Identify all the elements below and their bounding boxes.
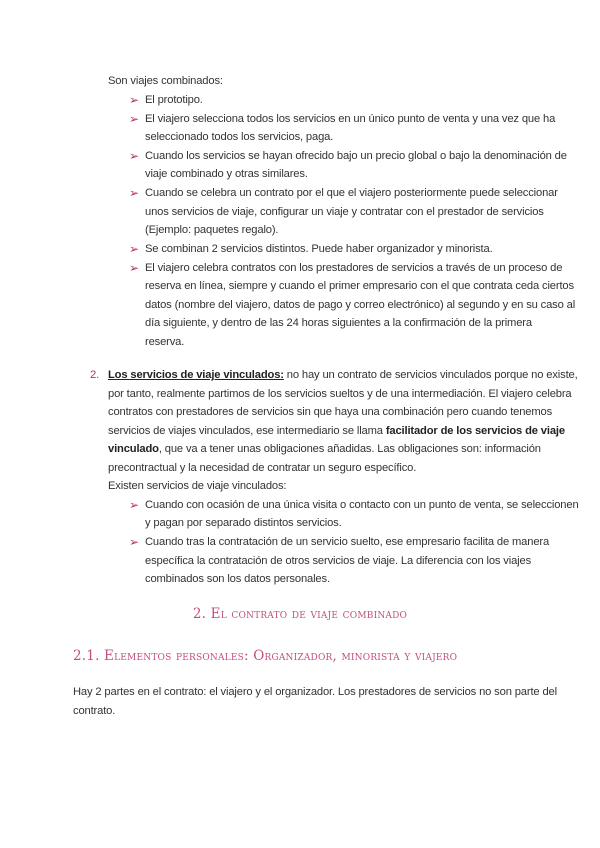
bullet-line: reserva en línea, siempre y cuando el primer empresario con el que contrata ceda ciertos (145, 280, 574, 292)
bullet-line: reserva. (145, 336, 185, 348)
bold-term: facilitador de los servicios de viaje (385, 425, 565, 437)
bullet-line: día siguiente, y dentro de las 24 horas siguientes a la confirmación de la primera (145, 317, 532, 329)
section2-line5-rest: , que va a tener unas obligaciones añadidas. Las obligaciones son: información (158, 443, 541, 455)
section2-line4-pre: servicios de viajes vinculados, ese intermediario se llama (108, 425, 386, 437)
section2-line1-rest: no hay un contrato de servicios vinculados porque no existe, (283, 369, 578, 381)
bullet-line: combinados son los datos personales. (145, 573, 330, 585)
bold-term: vinculado (108, 443, 159, 455)
section2-intro2: Existen servicios de viaje vinculados: (108, 480, 287, 492)
bullet-line: (Ejemplo: paquetes regalo). (145, 224, 279, 236)
section2-line6: precontractual y la necesidad de contratar un seguro específico. (108, 462, 417, 474)
bullet-line: datos (nombre del viajero, datos de pago y correo electrónico) al segundo y en su caso al (145, 299, 576, 311)
section2-line3: contratos con prestadores de servicios sin que haya una combinación pero cuando tenemos (108, 406, 553, 418)
arrow-bullet-icon: ➢ (129, 261, 139, 275)
bullet-line: Se combinan 2 servicios distintos. Puede haber organizador y minorista. (145, 243, 493, 255)
list-number: 2. (90, 369, 100, 381)
arrow-bullet-icon: ➢ (129, 93, 139, 107)
arrow-bullet-icon: ➢ (129, 535, 139, 549)
paragraph-line: Hay 2 partes en el contrato: el viajero y el organizador. Los prestadores de servicios no son parte del (73, 686, 557, 698)
subsection-heading: 2.1. Elementos personales: Organizador, minorista y viajero (73, 648, 458, 664)
section2-title: Los servicios de viaje vinculados: (108, 369, 284, 381)
section2-line2: por tanto, realmente partimos de los servicios sueltos y de una intermediación. El viajero celebra (108, 388, 572, 400)
section-heading: 2. El contrato de viaje combinado (192, 606, 408, 622)
section1-intro: Son viajes combinados: (108, 75, 223, 87)
bullet-line: El viajero celebra contratos con los prestadores de servicios a través de un proceso de (145, 262, 563, 274)
arrow-bullet-icon: ➢ (129, 149, 139, 163)
bullet-line: y pagan por separado distintos servicios. (145, 517, 342, 529)
arrow-bullet-icon: ➢ (129, 242, 139, 256)
section2-line1 (108, 366, 578, 385)
bullet-line: viaje combinado y otras similares. (145, 168, 308, 180)
section2-line4 (108, 422, 565, 441)
bullet-line: Cuando los servicios se hayan ofrecido bajo un precio global o bajo la denominación de (145, 150, 567, 162)
arrow-bullet-icon: ➢ (129, 498, 139, 512)
bullet-line: Cuando con ocasión de una única visita o contacto con un punto de venta, se seleccionen (145, 499, 579, 511)
bullet-line: Cuando se celebra un contrato por el que el viajero posteriormente puede seleccionar (145, 187, 558, 199)
paragraph-line: contrato. (73, 705, 116, 717)
arrow-bullet-icon: ➢ (129, 112, 139, 126)
section2-line5 (108, 440, 541, 459)
bullet-line: Cuando tras la contratación de un servicio suelto, ese empresario facilita de manera (145, 536, 550, 548)
bullet-line: unos servicios de viaje, configurar un viaje y contratar con el prestador de servicios (145, 206, 544, 218)
bullet-line: El prototipo. (145, 94, 203, 106)
bullet-line: El viajero selecciona todos los servicios en un único punto de venta y una vez que ha (145, 113, 556, 125)
bullet-line: específica la contratación de otros servicios de viaje. La diferencia con los viajes (145, 555, 532, 567)
arrow-bullet-icon: ➢ (129, 186, 139, 200)
bullet-line: seleccionado todos los servicios, paga. (145, 131, 334, 143)
